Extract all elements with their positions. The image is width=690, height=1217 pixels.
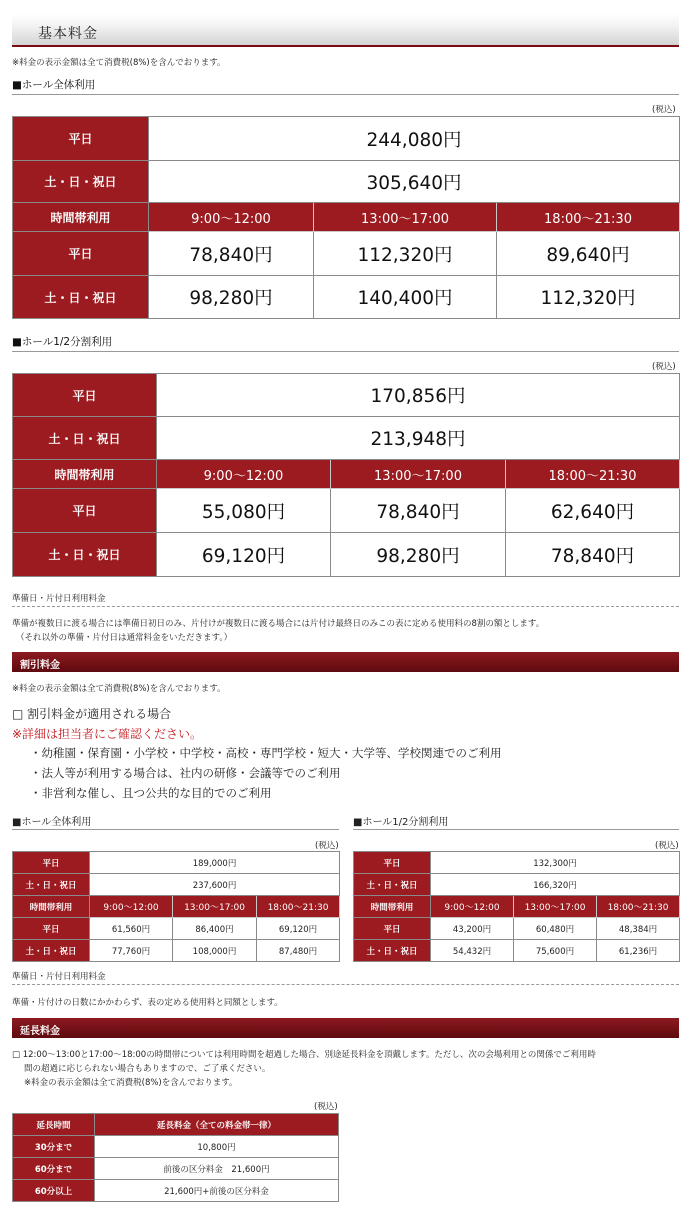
tax-note: ※料金の表示金額は全て消費税(8%)を含んでおります。 [12,58,226,68]
price-cell: 86,400円 [173,918,257,940]
slot-morning: 9:00～12:00 [90,896,173,918]
holiday-label: 土・日・祝日 [13,417,157,460]
price-cell: 87,480円 [257,940,340,962]
weekday-label: 平日 [13,117,149,161]
price-cell: 98,280円 [149,276,314,319]
price-cell: 78,840円 [149,232,314,276]
price-cell: 78,840円 [331,489,506,533]
discount-condition-title: □ 割引料金が適用される場合 [12,707,172,721]
prep-text: 準備・片付けの日数にかかわらず、表の定める使用料と同額とします。 [12,998,283,1008]
price-cell: 75,600円 [514,940,597,962]
holiday-label: 土・日・祝日 [13,874,90,896]
discount-half-table [353,851,680,962]
tax-label: (税込) [652,362,676,372]
price-cell: 78,840円 [506,533,680,577]
slot-evening: 18:00～21:30 [506,460,680,489]
row-label: 平日 [354,918,431,940]
holiday-price: 213,948円 [157,417,680,460]
slot-evening: 18:00～21:30 [497,203,680,232]
tax-label: (税込) [655,841,679,851]
weekday-price: 189,000円 [90,852,340,874]
slot-evening: 18:00～21:30 [257,896,340,918]
price-cell: 69,120円 [157,533,331,577]
extension-text-1: □ 12:00～13:00と17:00～18:00の時間帯については利用時間を超過した場合、別途延長料金を頂戴します。ただし、次の会場利用との関係でご利用時 [12,1050,596,1060]
price-cell: 108,000円 [173,940,257,962]
condition-item: ・幼稚園・保育園・小学校・中学校・高校・専門学校・短大・大学等、学校関連でのご利用 [30,746,502,760]
holiday-price: 237,600円 [90,874,340,896]
price-cell: 89,640円 [497,232,680,276]
holiday-price: 166,320円 [431,874,680,896]
slot-afternoon: 13:00～17:00 [514,896,597,918]
price-cell: 112,320円 [314,232,497,276]
extension-table [12,1113,339,1202]
weekday-label: 平日 [13,374,157,417]
price-cell: 60,480円 [514,918,597,940]
extension-text-2: 間の超過に応じられない場合もありますので、ご了承ください。 [24,1064,271,1074]
half-hall-title: ■ホール1/2分割利用 [12,336,113,348]
prep-title: 準備日・片付日利用料金 [12,972,106,982]
prep-title: 準備日・片付日利用料金 [12,594,106,604]
extension-time: 60分まで [13,1158,95,1180]
extension-fee: 前後の区分料金 21,600円 [95,1158,339,1180]
price-cell: 62,640円 [506,489,680,533]
row-label: 平日 [13,232,149,276]
price-cell: 98,280円 [331,533,506,577]
row-label: 土・日・祝日 [13,276,149,319]
price-cell: 55,080円 [157,489,331,533]
price-cell: 77,760円 [90,940,173,962]
time-slot-label: 時間帯利用 [354,896,431,918]
weekday-price: 170,856円 [157,374,680,417]
slot-morning: 9:00～12:00 [149,203,314,232]
row-label: 平日 [13,918,90,940]
time-slot-label: 時間帯利用 [13,203,149,232]
divider [12,829,339,830]
holiday-label: 土・日・祝日 [13,161,149,203]
extension-time: 60分以上 [13,1180,95,1202]
dashed-divider [12,984,679,985]
discount-warning: ※詳細は担当者にご確認ください。 [12,727,203,741]
price-cell: 48,384円 [597,918,680,940]
weekday-price: 132,300円 [431,852,680,874]
col-header-time: 延長時間 [13,1114,95,1136]
section-title: 基本料金 [38,26,98,42]
price-cell: 69,120円 [257,918,340,940]
basic-full-table [12,116,680,319]
weekday-label: 平日 [13,852,90,874]
row-label: 土・日・祝日 [13,940,90,962]
slot-afternoon: 13:00～17:00 [314,203,497,232]
row-label: 土・日・祝日 [354,940,431,962]
extension-bar-title: 延長料金 [20,1026,60,1037]
condition-item: ・非営利な催し、且つ公共的な目的でのご利用 [30,786,272,800]
slot-afternoon: 13:00～17:00 [173,896,257,918]
price-cell: 43,200円 [431,918,514,940]
weekday-label: 平日 [354,852,431,874]
price-cell: 140,400円 [314,276,497,319]
row-label: 土・日・祝日 [13,533,157,577]
discount-full-title: ■ホール全体利用 [12,817,92,828]
divider [12,351,679,352]
tax-note: ※料金の表示金額は全て消費税(8%)を含んでおります。 [12,684,226,694]
col-header-fee: 延長料金（全ての料金帯一律） [95,1114,339,1136]
tax-label: (税込) [314,1102,338,1112]
tax-label: (税込) [652,105,676,115]
slot-morning: 9:00～12:00 [157,460,331,489]
holiday-label: 土・日・祝日 [354,874,431,896]
price-cell: 61,236円 [597,940,680,962]
divider [12,94,679,95]
holiday-price: 305,640円 [149,161,680,203]
price-cell: 61,560円 [90,918,173,940]
price-cell: 54,432円 [431,940,514,962]
discount-half-title: ■ホール1/2分割利用 [353,817,449,828]
extension-time: 30分まで [13,1136,95,1158]
extension-fee: 21,600円+前後の区分料金 [95,1180,339,1202]
time-slot-label: 時間帯利用 [13,896,90,918]
extension-bar [12,1018,679,1038]
discount-bar-title: 割引料金 [20,660,60,671]
price-cell: 112,320円 [497,276,680,319]
extension-fee: 10,800円 [95,1136,339,1158]
tax-label: (税込) [315,841,339,851]
full-hall-title: ■ホール全体利用 [12,79,96,91]
basic-half-table [12,373,680,577]
dashed-divider [12,606,679,607]
discount-bar [12,652,679,672]
section-header-basic [12,14,679,47]
slot-afternoon: 13:00～17:00 [331,460,506,489]
prep-text-1: 準備が複数日に渡る場合には準備日初日のみ、片付けが複数日に渡る場合には片付け最終日のみこの表に定める使用料の8割の額とします。 [12,619,545,629]
time-slot-label: 時間帯利用 [13,460,157,489]
condition-item: ・法人等が利用する場合は、社内の研修・会議等でのご利用 [30,766,341,780]
weekday-price: 244,080円 [149,117,680,161]
slot-morning: 9:00～12:00 [431,896,514,918]
prep-text-2: （それ以外の準備・片付日は通常料金をいただきます。） [16,633,233,643]
divider [353,829,679,830]
row-label: 平日 [13,489,157,533]
tax-note: ※料金の表示金額は全て消費税(8%)を含んでおります。 [24,1078,238,1088]
discount-full-table [12,851,340,962]
slot-evening: 18:00～21:30 [597,896,680,918]
